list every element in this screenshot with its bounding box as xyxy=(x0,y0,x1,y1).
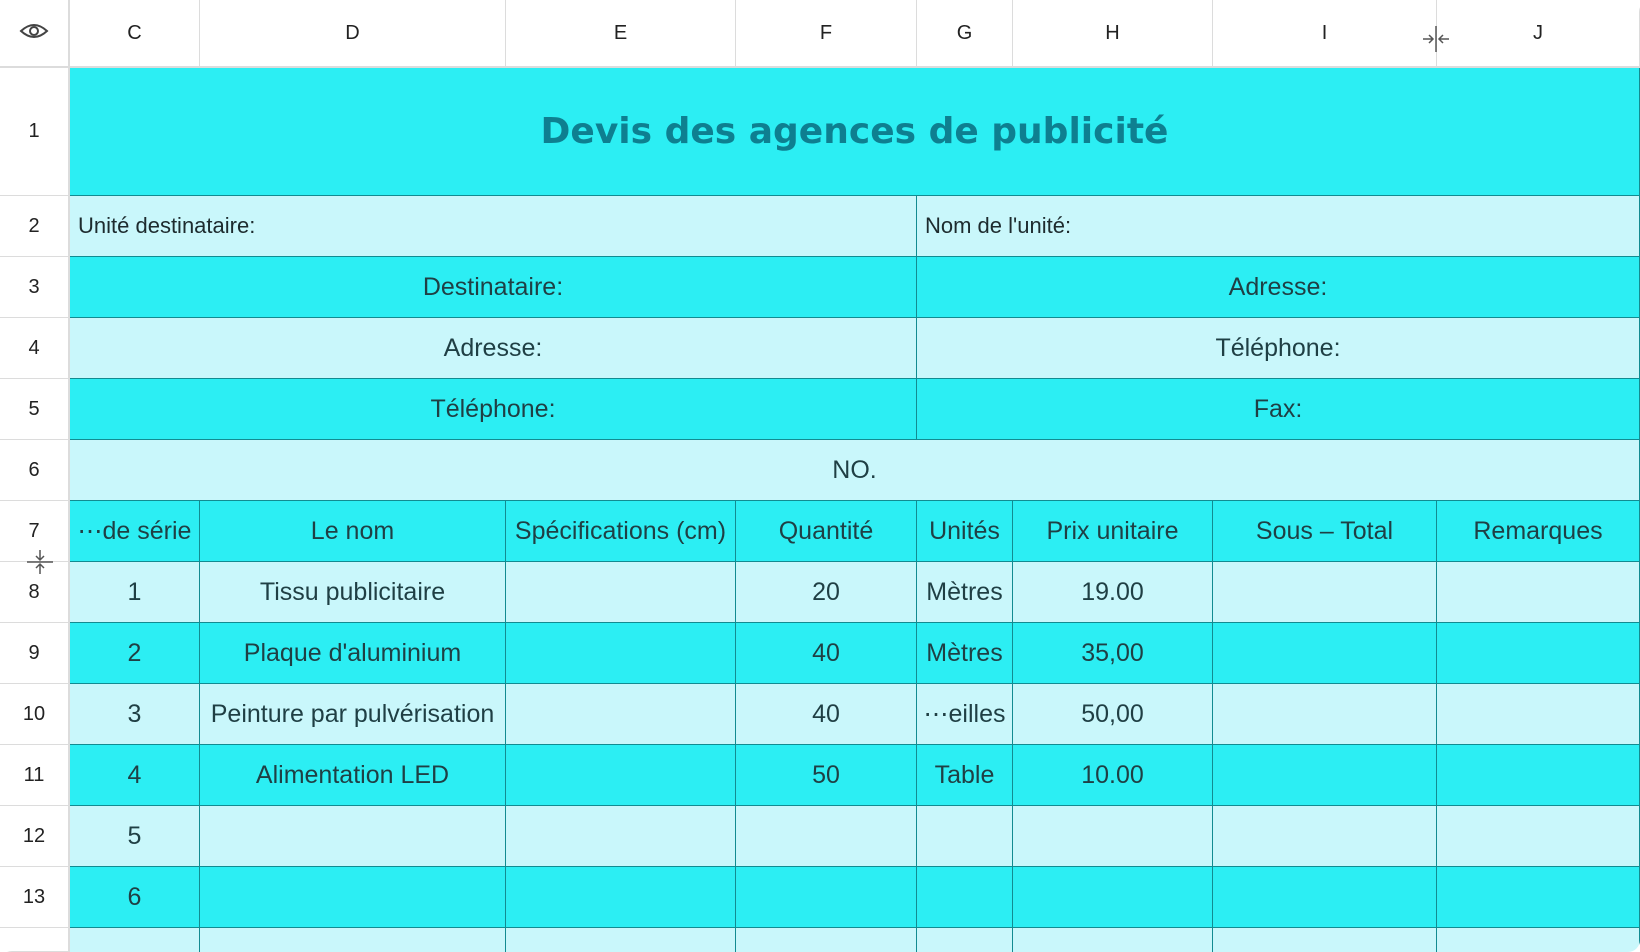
table-cell[interactable] xyxy=(736,867,917,928)
table-cell[interactable]: 5 xyxy=(70,806,200,867)
table-cell[interactable]: 19.00 xyxy=(1013,562,1213,623)
row-header-3[interactable]: 3 xyxy=(0,257,70,318)
table-cell[interactable]: 1 xyxy=(70,562,200,623)
table-cell[interactable]: ⋯eilles xyxy=(917,684,1013,745)
sheet-title[interactable]: Devis des agences de publicité xyxy=(70,68,1640,196)
table-cell[interactable]: 20 xyxy=(736,562,917,623)
row-header-14[interactable] xyxy=(0,928,70,952)
column-header-d[interactable]: D xyxy=(200,0,506,68)
table-cell[interactable]: Mètres xyxy=(917,562,1013,623)
table-cell[interactable]: 10.00 xyxy=(1013,745,1213,806)
table-cell[interactable]: Tissu publicitaire xyxy=(200,562,506,623)
table-cell[interactable]: 2 xyxy=(70,623,200,684)
row-header-5[interactable]: 5 xyxy=(0,379,70,440)
table-cell[interactable] xyxy=(200,806,506,867)
row-header-8[interactable]: 8 xyxy=(0,562,70,623)
row-header-6[interactable]: 6 xyxy=(0,440,70,501)
row-header-11[interactable]: 11 xyxy=(0,745,70,806)
table-cell[interactable] xyxy=(1437,623,1640,684)
row-header-12[interactable]: 12 xyxy=(0,806,70,867)
table-cell[interactable] xyxy=(1437,867,1640,928)
header-units[interactable]: Unités xyxy=(917,501,1013,562)
eye-icon[interactable] xyxy=(19,21,49,46)
table-cell[interactable] xyxy=(1013,867,1213,928)
row-header-4[interactable]: 4 xyxy=(0,318,70,379)
table-cell[interactable] xyxy=(506,928,736,952)
table-cell[interactable] xyxy=(1013,928,1213,952)
column-header-h[interactable]: H xyxy=(1013,0,1213,68)
row-header-9[interactable]: 9 xyxy=(0,623,70,684)
table-cell[interactable] xyxy=(917,867,1013,928)
unit-phone-field[interactable]: Téléphone: xyxy=(917,318,1640,379)
table-cell[interactable]: Table xyxy=(917,745,1013,806)
recipient-address-field[interactable]: Adresse: xyxy=(70,318,917,379)
table-cell[interactable] xyxy=(1213,806,1437,867)
header-name[interactable]: Le nom xyxy=(200,501,506,562)
column-header-i[interactable]: I xyxy=(1213,0,1437,68)
table-cell[interactable]: 3 xyxy=(70,684,200,745)
header-unit-price[interactable]: Prix unitaire xyxy=(1013,501,1213,562)
row-header-2[interactable]: 2 xyxy=(0,196,70,257)
column-resize-icon[interactable] xyxy=(1421,26,1451,55)
table-cell[interactable] xyxy=(917,806,1013,867)
table-cell[interactable] xyxy=(736,928,917,952)
header-specifications[interactable]: Spécifications (cm) xyxy=(506,501,736,562)
row-header-13[interactable]: 13 xyxy=(0,867,70,928)
header-subtotal[interactable]: Sous – Total xyxy=(1213,501,1437,562)
table-cell[interactable] xyxy=(1213,562,1437,623)
header-quantity[interactable]: Quantité xyxy=(736,501,917,562)
column-header-g[interactable]: G xyxy=(917,0,1013,68)
table-cell[interactable] xyxy=(506,562,736,623)
table-cell[interactable] xyxy=(1437,562,1640,623)
table-cell[interactable]: 35,00 xyxy=(1013,623,1213,684)
column-header-f[interactable]: F xyxy=(736,0,917,68)
table-cell[interactable] xyxy=(1437,684,1640,745)
table-cell[interactable] xyxy=(1213,928,1437,952)
table-cell[interactable]: 40 xyxy=(736,623,917,684)
table-cell[interactable] xyxy=(506,867,736,928)
table-cell[interactable] xyxy=(1213,867,1437,928)
table-cell[interactable] xyxy=(1213,684,1437,745)
table-cell[interactable] xyxy=(506,623,736,684)
table-cell[interactable] xyxy=(1213,623,1437,684)
table-cell[interactable]: 40 xyxy=(736,684,917,745)
header-serial[interactable]: ⋯de série xyxy=(70,501,200,562)
table-cell[interactable] xyxy=(200,867,506,928)
table-cell[interactable] xyxy=(917,928,1013,952)
recipient-unit-label[interactable]: Unité destinataire: xyxy=(70,196,917,257)
table-cell[interactable]: Alimentation LED xyxy=(200,745,506,806)
unit-fax-field[interactable]: Fax: xyxy=(917,379,1640,440)
table-cell[interactable]: 50,00 xyxy=(1013,684,1213,745)
column-header-j[interactable]: J xyxy=(1437,0,1640,68)
unit-address-field[interactable]: Adresse: xyxy=(917,257,1640,318)
recipient-phone-field[interactable]: Téléphone: xyxy=(70,379,917,440)
column-header-c[interactable]: C xyxy=(70,0,200,68)
table-cell[interactable]: 6 xyxy=(70,867,200,928)
table-cell[interactable] xyxy=(1437,928,1640,952)
table-cell[interactable] xyxy=(70,928,200,952)
table-cell[interactable] xyxy=(200,928,506,952)
row-header-10[interactable]: 10 xyxy=(0,684,70,745)
table-cell[interactable] xyxy=(1437,745,1640,806)
table-cell[interactable] xyxy=(1013,806,1213,867)
unit-name-label[interactable]: Nom de l'unité: xyxy=(917,196,1640,257)
column-header-e[interactable]: E xyxy=(506,0,736,68)
row-header-1[interactable]: 1 xyxy=(0,68,70,196)
row-header-7[interactable]: 7 xyxy=(0,501,70,562)
table-cell[interactable] xyxy=(1437,806,1640,867)
table-cell[interactable] xyxy=(506,684,736,745)
table-cell[interactable]: Mètres xyxy=(917,623,1013,684)
table-cell[interactable]: Peinture par pulvérisation xyxy=(200,684,506,745)
table-cell[interactable]: Plaque d'aluminium xyxy=(200,623,506,684)
table-cell[interactable] xyxy=(1213,745,1437,806)
table-cell[interactable]: 50 xyxy=(736,745,917,806)
select-all-corner[interactable] xyxy=(0,0,70,68)
table-cell[interactable]: 4 xyxy=(70,745,200,806)
table-cell[interactable] xyxy=(506,806,736,867)
quote-number-field[interactable]: NO. xyxy=(70,440,1640,501)
table-cell[interactable] xyxy=(736,806,917,867)
row-resize-icon[interactable] xyxy=(27,548,53,579)
header-remarks[interactable]: Remarques xyxy=(1437,501,1640,562)
table-cell[interactable] xyxy=(506,745,736,806)
recipient-field[interactable]: Destinataire: xyxy=(70,257,917,318)
